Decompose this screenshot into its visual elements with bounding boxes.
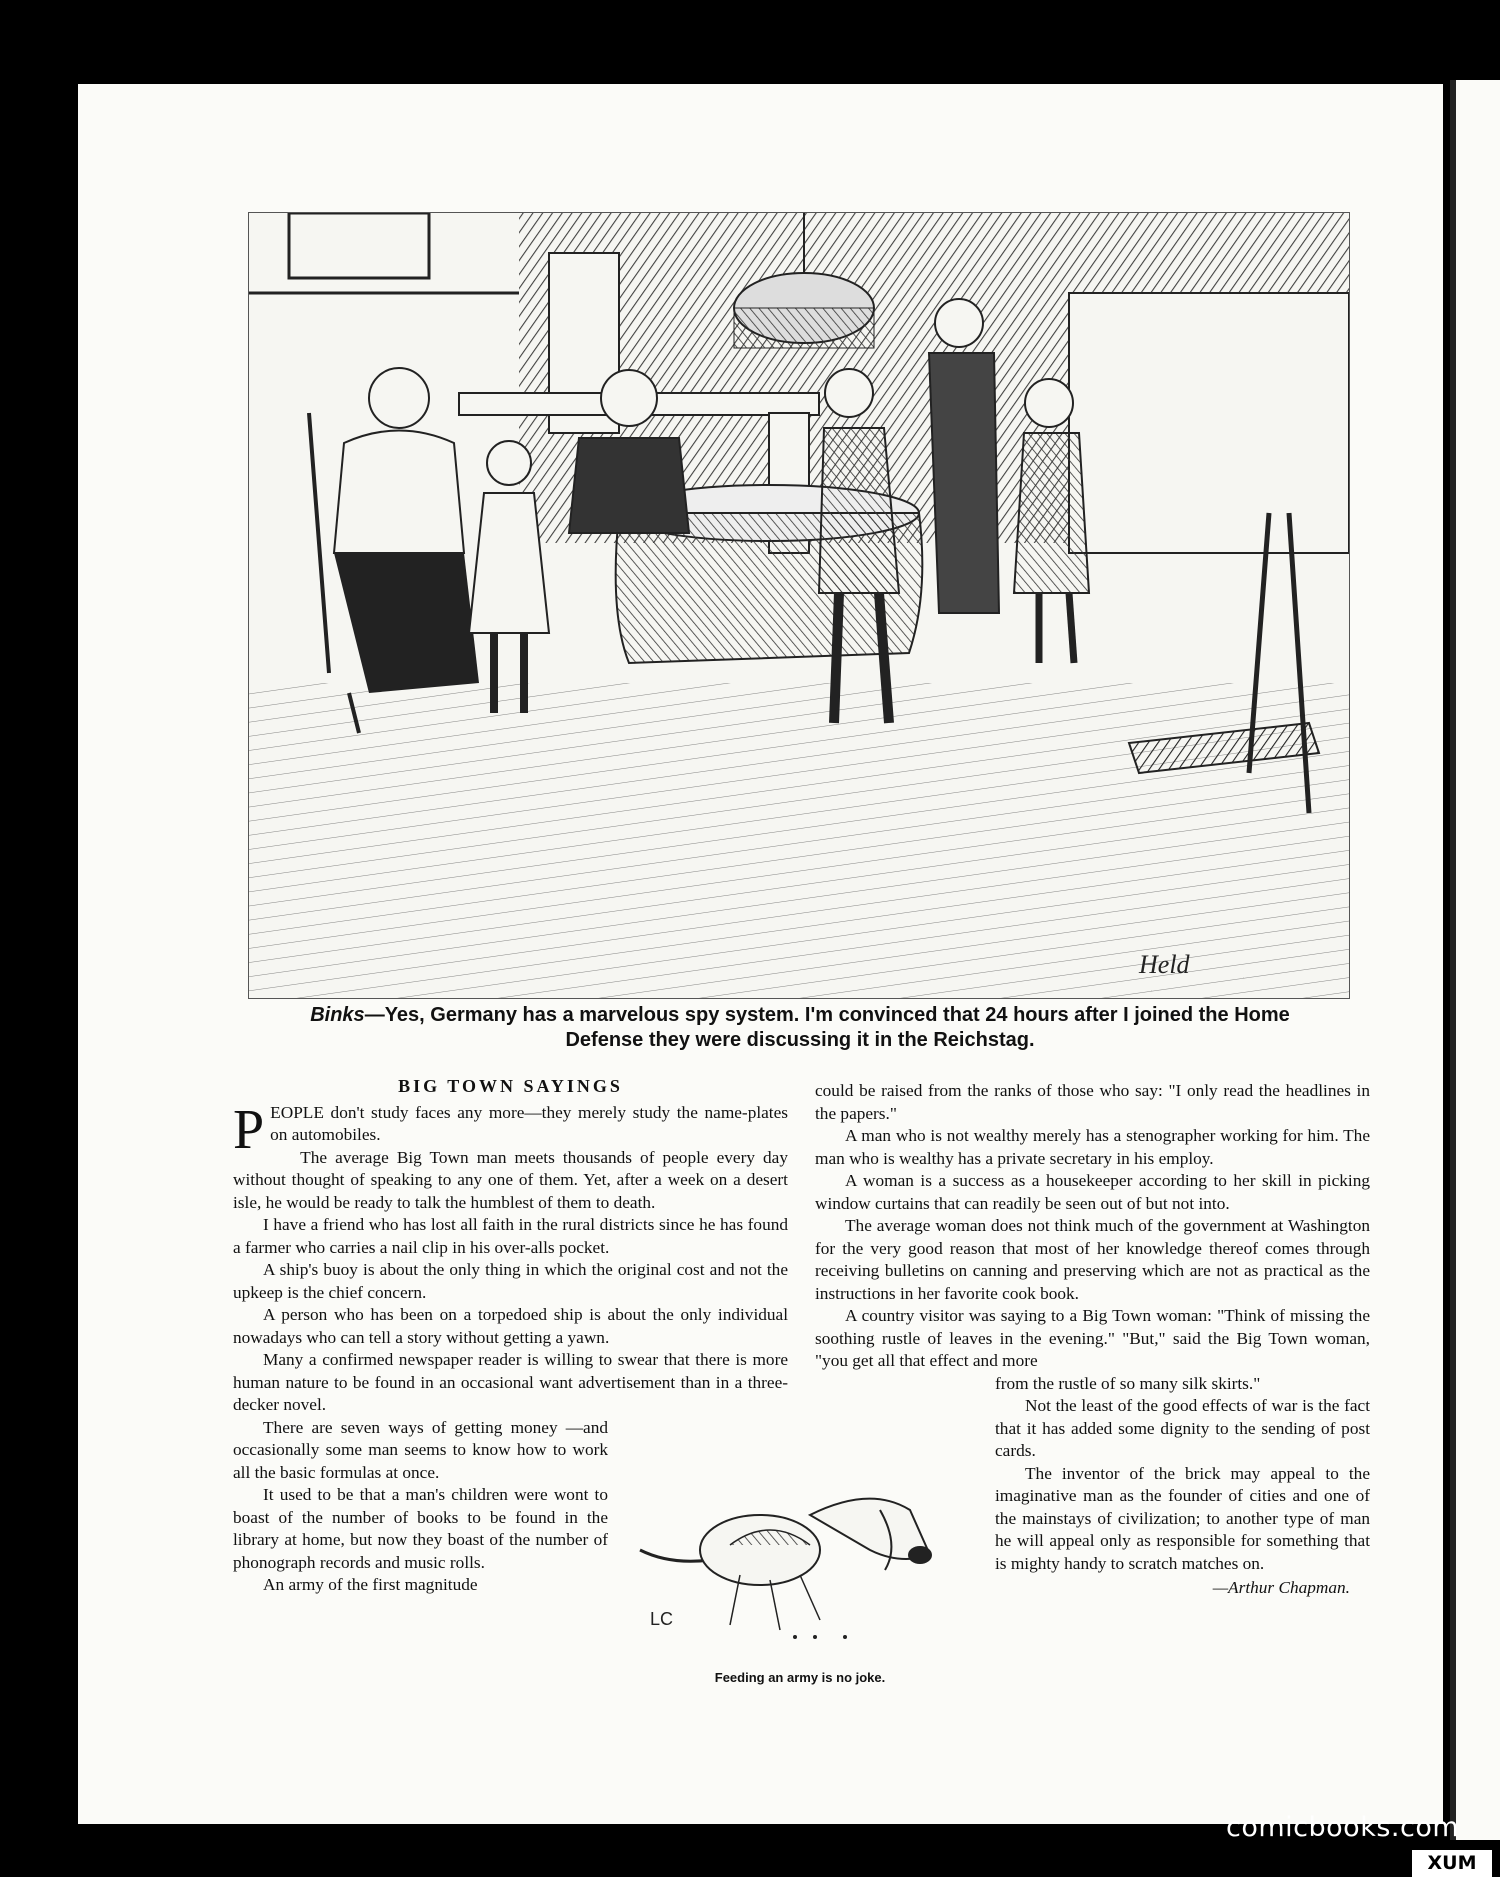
article-paragraph: The inventor of the brick may appeal to the imaginative man as the founder of cities and one of the mainstays of civilization; to another type of man he will appeal only as responsible for something that is mighty handy to scratch matches on. [995, 1463, 1370, 1573]
article-paragraph: The average Big Town man meets thousands of people every day without thought of speaking to any one of them. Yet, after a week on a desert isle, he would be ready to talk the humblest of them to death. [233, 1147, 788, 1212]
article-heading: BIG TOWN SAYINGS [398, 1076, 623, 1096]
article-paragraph: A woman is a success as a housekeeper according to her skill in picking window curtains that can readily be seen out of but not into. [815, 1171, 1370, 1213]
scratching-dog-drawing [630, 1455, 970, 1645]
site-watermark: comicbooks.com [1226, 1812, 1460, 1843]
article-paragraph: I have a friend who has lost all faith in the rural districts since he has found a farmer who carries a nail clip in his over-alls pocket. [233, 1215, 788, 1257]
watermark-tag: XUM [1412, 1850, 1492, 1877]
caption-text: —Yes, Germany has a marvelous spy system. I'm convinced that 24 hours after I joined the Home Defense they were discussing it in the Reichstag. [364, 1004, 1290, 1051]
caption-speaker: Binks [310, 1004, 365, 1026]
dog-cartoon-caption: Feeding an army is no joke. [714, 1670, 886, 1685]
article-paragraph: A person who has been on a torpedoed ship is about the only individual nowadays who can tell a story without getting a yawn. [233, 1305, 788, 1347]
article-paragraph: An army of the first magnitude [263, 1575, 478, 1594]
article-paragraph: A ship's buoy is about the only thing in which the original cost and not the upkeep is the chief concern. [233, 1260, 788, 1302]
article-paragraph: PEOPLE don't study faces any more—they merely study the name-plates on automobiles. [233, 1098, 788, 1161]
dog-cartoon [630, 1455, 970, 1675]
cartoon-illustration [248, 212, 1350, 999]
artist-initials: LC [650, 1609, 674, 1629]
article-byline: —Arthur Chapman. [1212, 1578, 1350, 1597]
article-paragraph: A country visitor was saying to a Big Town woman: "Think of missing the soothing rustle of leaves in the evening." "But," said the Big Town woman, "you get all that effect and more [815, 1306, 1370, 1370]
article-paragraph: The average woman does not think much of the government at Washington for the very good reason that most of her knowledge thereof comes through receiving bulletins on canning and preserving which are not as practical as the instructions in her favorite cook book. [815, 1216, 1370, 1303]
article-paragraph: from the rustle of so many silk skirts." [995, 1373, 1261, 1393]
artist-signature: Held [1139, 950, 1190, 979]
article-paragraph: There are seven ways of getting money —and occasionally some man seems to know how to work all the basic formulas at once. [233, 1417, 608, 1482]
article-paragraph: Not the least of the good effects of war is the fact that it has added some dignity to the sending of post cards. [995, 1396, 1370, 1460]
article-paragraph: Many a confirmed newspaper reader is willing to swear that there is more human nature to be found in an occasional want advertisement than in a three-decker novel. [233, 1350, 788, 1414]
article-paragraph: A man who is not wealthy merely has a stenographer working for him. The man who is wealthy has a private secretary in his employ. [815, 1126, 1370, 1168]
article-paragraph: could be raised from the ranks of those who say: "I only read the headlines in the papers." [815, 1081, 1370, 1123]
drop-cap: P [233, 1098, 265, 1161]
left-narrow-block [233, 1417, 608, 1597]
parlor-scene-drawing [249, 213, 1349, 998]
cartoon-caption [300, 1003, 1300, 1053]
facing-page-edge [1450, 80, 1500, 1840]
article-paragraph: It used to be that a man's children were wont to boast of the number of books to be found in the library at home, but now they boast of the number of phonograph records and music rolls. [233, 1485, 608, 1572]
right-narrow-block [995, 1373, 1370, 1600]
